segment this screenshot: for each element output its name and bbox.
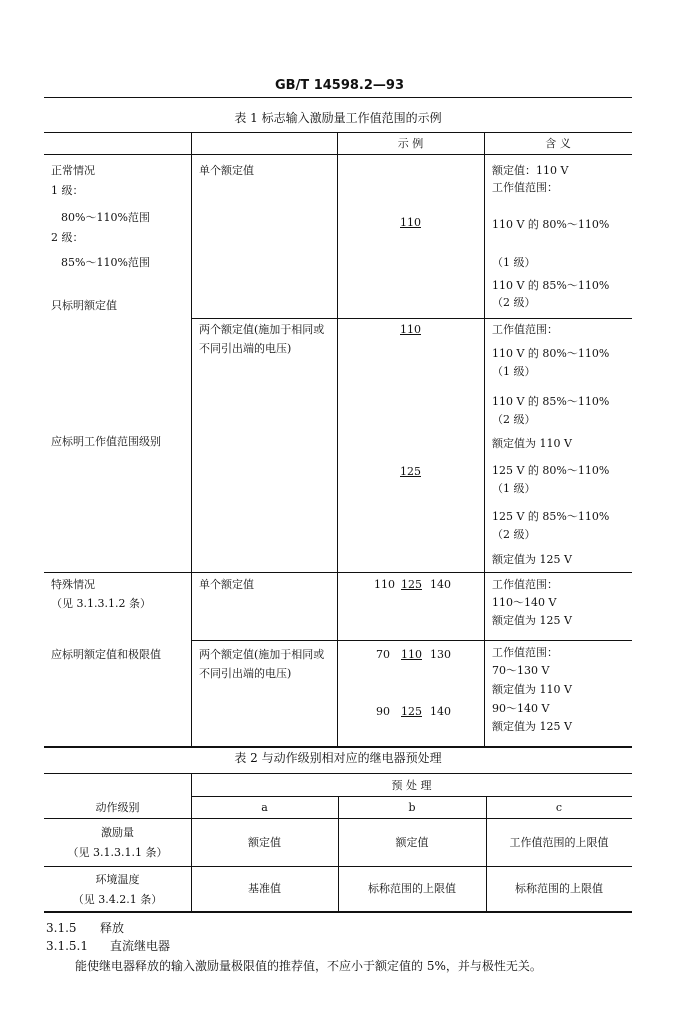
special-ex-c1: 90 (376, 705, 390, 718)
special-ref: （见 3.1.3.1.2 条） (51, 597, 151, 610)
table1-special-split (191, 640, 632, 641)
special-ex-c2: 125 (401, 705, 422, 718)
row2-a: 基准值 (248, 882, 281, 895)
m2-grade2b: （2 级） (492, 528, 536, 541)
normal2-example-110: 110 (400, 323, 421, 336)
table1-col1-line (191, 132, 192, 747)
m2-grade2: （2 级） (492, 413, 536, 426)
special-ex-a1: 110 (374, 578, 395, 591)
header-rule (44, 97, 632, 98)
section-3-1-5-1-number: 3.1.5.1 (46, 939, 88, 953)
normal-range2: 85%～110%范围 (61, 256, 150, 269)
standard-code: GB/T 14598.2—93 (274, 78, 405, 93)
normal-two-rated-1: 两个额定值(施加于相同或 (199, 323, 325, 336)
special-ex-b1: 70 (376, 648, 390, 661)
col-header-example: 示 例 (397, 137, 424, 150)
special-title: 特殊情况 (51, 578, 95, 591)
m2-range-title: 工作值范围： (492, 323, 558, 336)
m2-rated-110: 额定值为 110 V (492, 437, 572, 450)
table1-bottom-rule (44, 746, 632, 748)
table1-caption: 表 1 标志输入激励量工作值范围的示例 (234, 111, 442, 125)
m2-grade1b: （1 级） (492, 482, 536, 495)
table1-col3-line (484, 132, 485, 747)
normal-two-rated-2: 不同引出端的电压) (199, 342, 292, 355)
m2-110-85: 110 V 的 85%～110% (492, 395, 610, 408)
special-m2-range1: 70～130 V (492, 664, 550, 677)
body-paragraph: 能使继电器释放的输入激励量极限值的推荐值，不应小于额定值的 5%，并与极性无关。 (75, 959, 542, 973)
row2-ref: （见 3.4.2.1 条） (72, 893, 163, 906)
section-3-1-5-title: 释放 (100, 921, 125, 935)
normal-grade-required: 应标明工作值范围级别 (51, 435, 161, 448)
special-m-range-title: 工作值范围： (492, 578, 558, 591)
special-ex-b3: 130 (430, 648, 451, 661)
normal-range1: 80%～110%范围 (61, 211, 150, 224)
special-m2-range-title: 工作值范围： (492, 646, 558, 659)
pre-header: 预 处 理 (391, 779, 432, 792)
row1-ref: （见 3.1.3.1.1 条） (67, 846, 168, 859)
level-a: a (261, 801, 268, 814)
normal-grade2: 2 级： (51, 231, 84, 244)
special-ex-b2: 110 (401, 648, 422, 661)
row2-b: 标称范围的上限值 (368, 882, 456, 895)
special-two-rated-2: 不同引出端的电压) (199, 667, 292, 680)
special-m2-rated2: 额定值为 125 V (492, 720, 572, 733)
normal-rated-only: 只标明额定值 (51, 299, 117, 312)
row1-a: 额定值 (248, 836, 281, 849)
m2-grade1: （1 级） (492, 365, 536, 378)
normal-single-rated: 单个额定值 (199, 164, 254, 177)
special-m2-rated1: 额定值为 110 V (492, 683, 572, 696)
m-grade2: （2 级） (492, 296, 536, 309)
m-110-80: 110 V 的 80%～110% (492, 218, 610, 231)
special-ex-a2: 125 (401, 578, 422, 591)
special-m-range: 110～140 V (492, 596, 557, 609)
m-range-title: 工作值范围： (492, 181, 558, 194)
level-c: c (555, 801, 563, 814)
m2-110-80: 110 V 的 80%～110% (492, 347, 610, 360)
normal-example-110: 110 (400, 216, 421, 229)
special-m2-range2: 90～140 V (492, 702, 550, 715)
normal2-example-125: 125 (400, 465, 421, 478)
special-single-rated: 单个额定值 (199, 578, 254, 591)
row1-label: 激励量 (101, 826, 134, 839)
special-ex-a3: 140 (430, 578, 451, 591)
table2-caption: 表 2 与动作级别相对应的继电器预处理 (234, 751, 442, 765)
table1-top-rule (44, 132, 632, 133)
level-header: 动作级别 (95, 801, 140, 814)
row1-c: 工作值范围的上限值 (509, 836, 609, 849)
row2-label: 环境温度 (95, 873, 140, 886)
m-rated-110: 额定值：110 V (492, 164, 569, 177)
normal-grade1: 1 级： (51, 184, 84, 197)
m2-125-80: 125 V 的 80%～110% (492, 464, 610, 477)
table1-section-rule (44, 572, 632, 573)
table2-top-rule (44, 773, 632, 774)
m-grade1: （1 级） (492, 256, 536, 269)
m2-125-85: 125 V 的 85%～110% (492, 510, 610, 523)
special-two-rated-1: 两个额定值(施加于相同或 (199, 648, 325, 661)
level-b: b (408, 801, 416, 814)
row2-c: 标称范围的上限值 (515, 882, 603, 895)
section-3-1-5-1-title: 直流继电器 (110, 939, 171, 953)
normal-title: 正常情况 (51, 164, 95, 177)
section-3-1-5-number: 3.1.5 (46, 921, 77, 935)
special-ex-c3: 140 (430, 705, 451, 718)
special-requirement: 应标明额定值和极限值 (51, 648, 161, 661)
row1-b: 额定值 (395, 836, 429, 849)
col-header-meaning: 含 义 (545, 137, 571, 150)
m-110-85: 110 V 的 85%～110% (492, 279, 610, 292)
table1-header-rule (44, 154, 632, 155)
m2-rated-125: 额定值为 125 V (492, 553, 572, 566)
table1-normal-split (191, 318, 632, 319)
special-m-rated: 额定值为 125 V (492, 614, 572, 627)
table2-pre-rule (191, 796, 632, 797)
